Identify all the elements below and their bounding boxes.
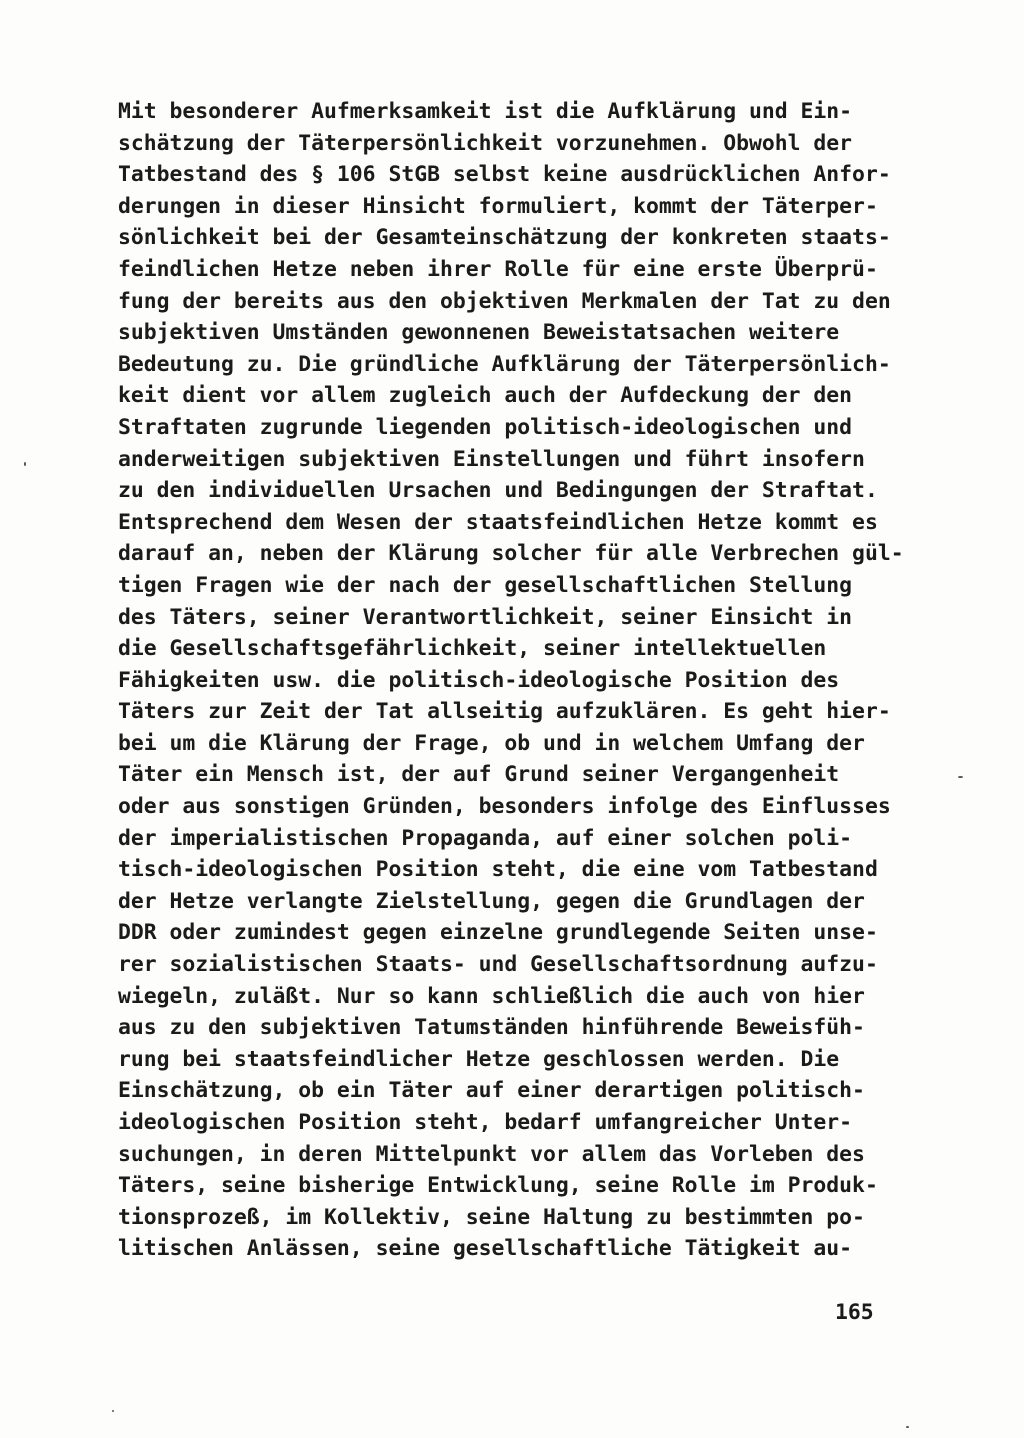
text-line: Einschätzung, ob ein Täter auf einer derartigen politisch- (118, 1078, 865, 1104)
text-line: fung der bereits aus den objektiven Merkmalen der Tat zu den (118, 288, 891, 314)
text-line: oder aus sonstigen Gründen, besonders infolge des Einflusses (118, 794, 891, 820)
text-line: aus zu den subjektiven Tatumständen hinführende Beweisfüh- (118, 1015, 865, 1041)
text-line: keit dient vor allem zugleich auch der Aufdeckung der den (118, 383, 853, 409)
text-line: subjektiven Umständen gewonnenen Beweistatsachen weitere (118, 320, 840, 346)
text-line: derungen in dieser Hinsicht formuliert, kommt der Täterper- (118, 193, 878, 219)
text-line: des Täters, seiner Verantwortlichkeit, seiner Einsicht in (118, 604, 853, 630)
text-line: Täters, seine bisherige Entwicklung, seine Rolle im Produk- (118, 1173, 878, 1199)
text-line: Bedeutung zu. Die gründliche Aufklärung der Täterpersönlich- (118, 351, 891, 377)
text-line: der Hetze verlangte Zielstellung, gegen die Grundlagen der (118, 888, 865, 914)
text-line: Fähigkeiten usw. die politisch-ideologische Position des (118, 667, 840, 693)
text-line: tisch-ideologischen Position steht, die eine vom Tatbestand (118, 857, 878, 883)
text-line: rer sozialistischen Staats- und Gesellschaftsordnung aufzu- (118, 952, 878, 978)
text-line: zu den individuellen Ursachen und Bedingungen der Straftat. (118, 478, 878, 504)
body-text (118, 96, 904, 1265)
page-number: 165 (835, 1300, 874, 1325)
text-line: tionsprozeß, im Kollektiv, seine Haltung zu bestimmten po- (118, 1204, 865, 1230)
text-line: Mit besonderer Aufmerksamkeit ist die Aufklärung und Ein- (118, 99, 853, 124)
text-line: wiegeln, zuläßt. Nur so kann schließlich die auch von hier (118, 983, 865, 1009)
text-line: feindlichen Hetze neben ihrer Rolle für eine erste Überprü- (118, 256, 878, 282)
text-line: DDR oder zumindest gegen einzelne grundlegende Seiten unse- (118, 920, 878, 946)
scan-speck (906, 1426, 909, 1428)
text-line: litischen Anlässen, seine gesellschaftliche Tätigkeit au- (118, 1236, 853, 1262)
text-line: Täter ein Mensch ist, der auf Grund seiner Vergangenheit (118, 762, 840, 788)
text-line: der imperialistischen Propaganda, auf einer solchen poli- (118, 825, 853, 851)
text-line: Straftaten zugrunde liegenden politisch-ideologischen und (118, 414, 853, 440)
text-line: schätzung der Täterpersönlichkeit vorzunehmen. Obwohl der (118, 130, 853, 156)
text-line: Tatbestand des § 106 StGB selbst keine ausdrücklichen Anfor- (118, 162, 891, 188)
text-line: rung bei staatsfeindlicher Hetze geschlossen werden. Die (118, 1046, 840, 1072)
scan-speck (24, 462, 26, 466)
text-line: suchungen, in deren Mittelpunkt vor allem das Vorleben des (118, 1141, 865, 1167)
text-line: darauf an, neben der Klärung solcher für alle Verbrechen gül- (118, 541, 904, 567)
scan-speck (112, 1410, 114, 1412)
text-line: bei um die Klärung der Frage, ob und in welchem Umfang der (118, 730, 865, 756)
scan-speck (958, 776, 963, 778)
text-line: anderweitigen subjektiven Einstellungen und führt insofern (118, 446, 865, 472)
text-line: die Gesellschaftsgefährlichkeit, seiner intellektuellen (118, 636, 827, 662)
text-line: Entsprechend dem Wesen der staatsfeindlichen Hetze kommt es (118, 509, 878, 535)
text-line: ideologischen Position steht, bedarf umfangreicher Unter- (118, 1110, 853, 1135)
text-line: Täters zur Zeit der Tat allseitig aufzuklären. Es geht hier- (118, 699, 891, 725)
text-line: tigen Fragen wie der nach der gesellschaftlichen Stellung (118, 572, 853, 598)
text-line: sönlichkeit bei der Gesamteinschätzung der konkreten staats- (118, 225, 891, 251)
